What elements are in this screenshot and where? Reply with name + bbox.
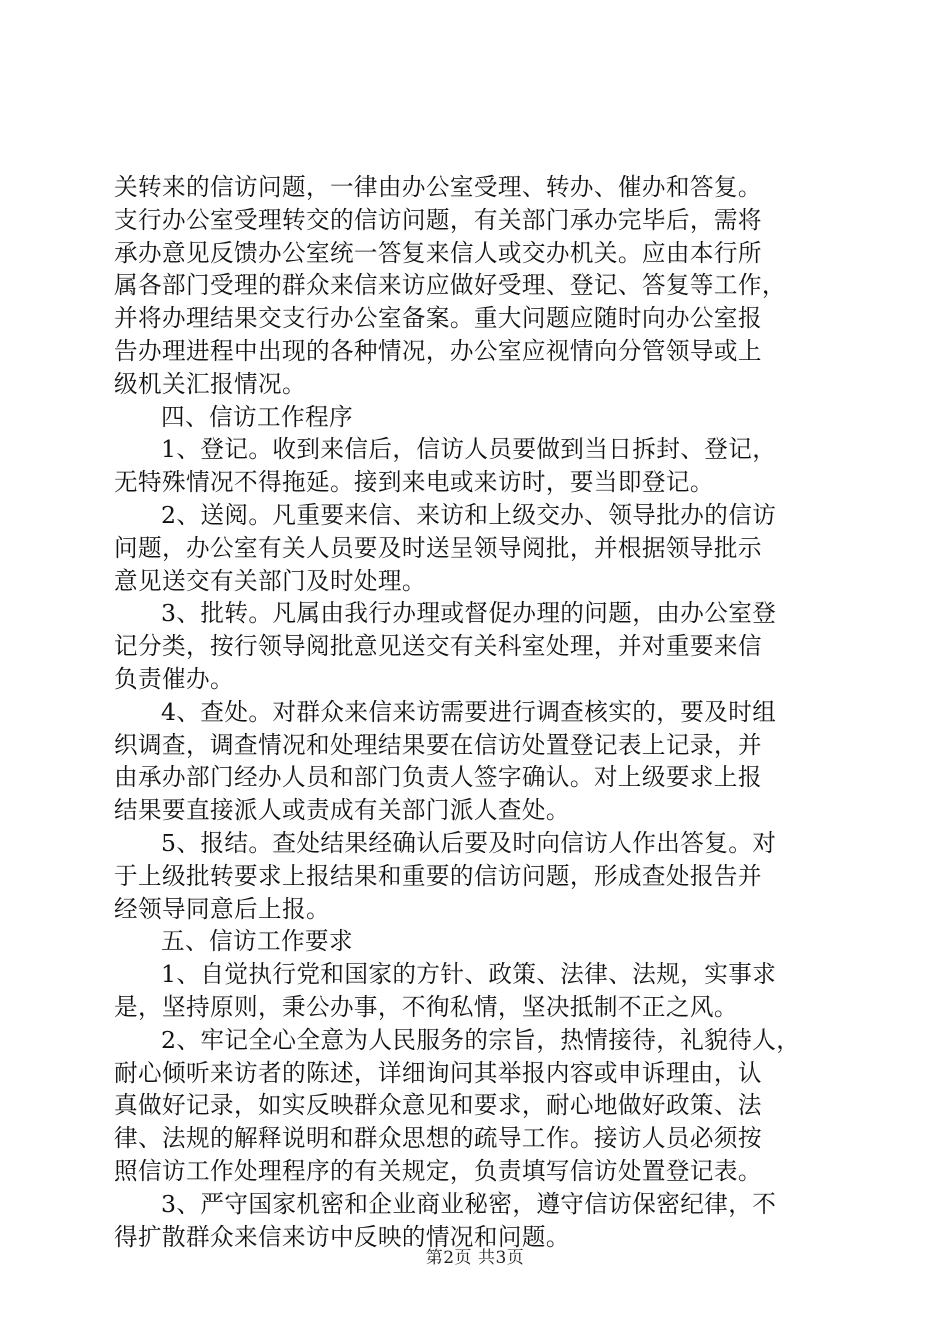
text-line: 记分类，按行领导阅批意见送交有关科室处理，并对重要来信 bbox=[114, 632, 762, 661]
text-line: 4、查处。对群众来信来访需要进行调查核实的，要及时组 bbox=[161, 697, 777, 726]
text-line: 3、批转。凡属由我行办理或督促办理的问题，由办公室登 bbox=[161, 599, 777, 628]
text-line: 得扩散群众来信来访中反映的情况和问题。 bbox=[114, 1222, 570, 1251]
text-line: 1、自觉执行党和国家的方针、政策、法律、法规，实事求 bbox=[161, 960, 777, 989]
text-line: 照信访工作处理程序的有关规定，负责填写信访处置登记表。 bbox=[114, 1156, 762, 1185]
text-line: 负责催办。 bbox=[114, 664, 234, 693]
text-line: 并将办理结果交支行办公室备案。重大问题应随时向办公室报 bbox=[114, 304, 762, 333]
text-line: 3、严守国家机密和企业商业秘密，遵守信访保密纪律，不 bbox=[161, 1189, 777, 1218]
text-line: 问题，办公室有关人员要及时送呈领导阅批，并根据领导批示 bbox=[114, 533, 762, 562]
page-footer bbox=[0, 1243, 950, 1268]
text-line: 告办理进程中出现的各种情况，办公室应视情向分管领导或上 bbox=[114, 336, 762, 365]
text-line: 支行办公室受理转交的信访问题，有关部门承办完毕后，需将 bbox=[114, 205, 762, 234]
text-line: 真做好记录，如实反映群众意见和要求，耐心地做好政策、法 bbox=[114, 1091, 762, 1120]
text-line: 1、登记。收到来信后，信访人员要做到当日拆封、登记， bbox=[161, 435, 777, 464]
text-line: 织调查，调查情况和处理结果要在信访处置登记表上记录，并 bbox=[114, 730, 762, 759]
text-line: 2、送阅。凡重要来信、来访和上级交办、领导批办的信访 bbox=[161, 500, 777, 529]
page-number-label: 第2页 共3页 bbox=[425, 1248, 525, 1268]
text-line: 于上级批转要求上报结果和重要的信访问题，形成查处报告并 bbox=[114, 861, 762, 890]
text-line: 耐心倾听来访者的陈述，详细询问其举报内容或申诉理由，认 bbox=[114, 1058, 762, 1087]
text-line: 关转来的信访问题，一律由办公室受理、转办、催办和答复。 bbox=[114, 173, 762, 201]
text-line: 属各部门受理的群众来信来访应做好受理、登记、答复等工作， bbox=[114, 271, 786, 300]
text-line: 无特殊情况不得拖延。接到来电或来访时，要当即登记。 bbox=[114, 468, 714, 497]
text-line: 是，坚持原则，秉公办事，不徇私情，坚决抵制不正之风。 bbox=[114, 992, 738, 1021]
text-line: 由承办部门经办人员和部门负责人签字确认。对上级要求上报 bbox=[114, 763, 762, 792]
text-line: 经领导同意后上报。 bbox=[114, 894, 330, 923]
text-line: 级机关汇报情况。 bbox=[114, 369, 306, 398]
text-line: 律、法规的解释说明和群众思想的疏导工作。接访人员必须按 bbox=[114, 1124, 762, 1153]
document-body bbox=[114, 171, 836, 1253]
text-line: 五、信访工作要求 bbox=[161, 927, 353, 956]
text-line: 承办意见反馈办公室统一答复来信人或交办机关。应由本行所 bbox=[114, 238, 762, 267]
text-line: 四、信访工作程序 bbox=[161, 402, 353, 431]
text-line: 5、报结。查处结果经确认后要及时向信访人作出答复。对 bbox=[161, 828, 777, 857]
text-line: 结果要直接派人或责成有关部门派人查处。 bbox=[114, 796, 570, 825]
text-line: 2、牢记全心全意为人民服务的宗旨，热情接待，礼貌待人， bbox=[161, 1025, 801, 1054]
text-line: 意见送交有关部门及时处理。 bbox=[114, 566, 426, 595]
